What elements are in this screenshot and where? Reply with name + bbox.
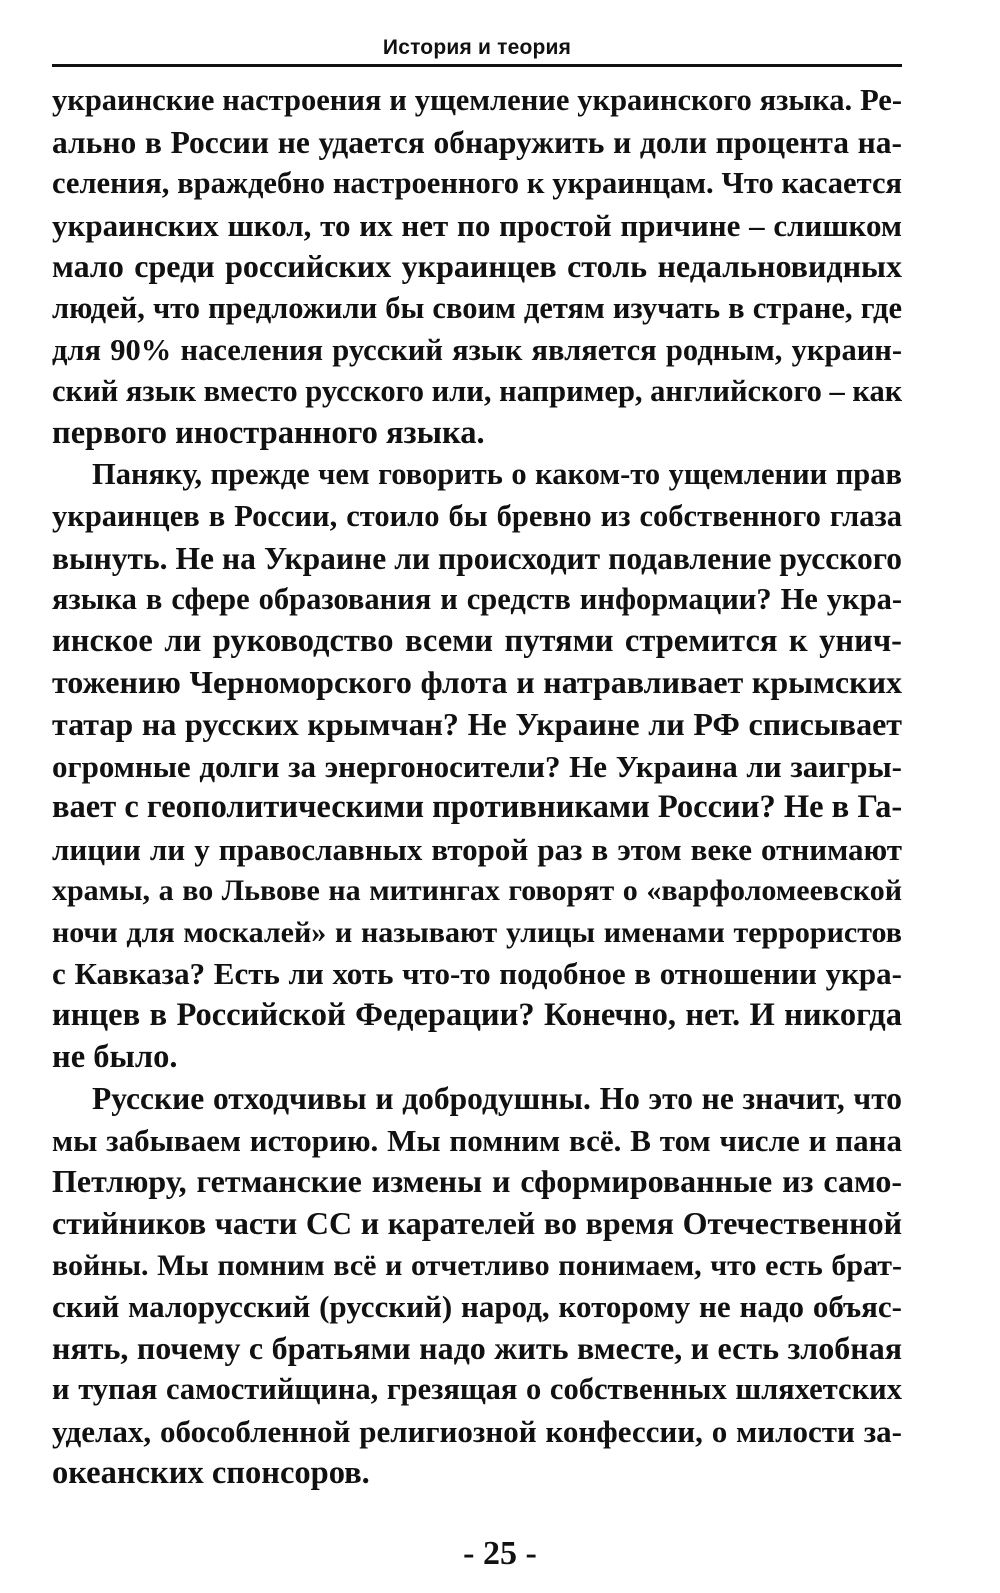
text-line: Русские отходчивы и добродушны. Но это не значит, что <box>92 1081 902 1117</box>
text-line: нять, почему с братьями надо жить вместе, и есть злобная <box>52 1329 902 1366</box>
text-line: татар на русских крымчан? Не Украине ли РФ списывает <box>52 705 902 742</box>
text-line: инское ли руководство всеми путями стремится к унич- <box>52 622 902 659</box>
body-text <box>52 80 902 1494</box>
text-line: вает с геополитическими противниками России? Не в Га- <box>52 789 902 826</box>
text-line: лиции ли у православных второй раз в этом веке отнимают <box>52 831 902 867</box>
text-line: украинских школ, то их нет по простой причине – слишком <box>52 207 902 243</box>
text-line: ально в России не удается обнаружить и доли процента на- <box>52 124 902 160</box>
text-line: тожению Черноморского флота и натравливает крымских <box>52 664 902 701</box>
running-header: История и теория <box>382 36 572 59</box>
page-number: - 25 - <box>463 1535 537 1572</box>
text-line: с Кавказа? Есть ли хоть что-то подобное в отношении укра- <box>52 956 902 992</box>
text-line: украинцев в России, стоило бы бревно из собственного глаза <box>52 498 902 533</box>
text-line: Паняку, прежде чем говорить о каком-то ущемлении прав <box>92 457 902 492</box>
text-line: мы забываем историю. Мы помним всё. В том числе и пана <box>52 1122 902 1158</box>
text-line: для 90% населения русский язык является родным, украин- <box>52 332 902 367</box>
text-line: украинские настроения и ущемление украинского языка. Ре- <box>52 83 902 117</box>
text-line: ночи для москалей» и называют улицы именами террористов <box>52 915 902 949</box>
text-line: ский малорусский (русский) народ, которому не надо объяс- <box>52 1289 902 1325</box>
text-line: людей, что предложили бы своим детям изучать в стране, где <box>52 290 902 325</box>
text-line: войны. Мы помним всё и отчетливо понимаем, что есть брат- <box>52 1248 902 1282</box>
text-line: инцев в Российской Федерации? Конечно, нет. И никогда <box>52 997 902 1034</box>
text-line: уделах, обособленной религиозной конфессии, о милости за- <box>52 1414 902 1449</box>
text-line: мало среди российских украинцев столь недальновидных <box>52 248 902 285</box>
text-line: океанских спонсоров. <box>52 1454 370 1491</box>
text-line: ский язык вместо русского или, например, английского – как <box>52 374 902 409</box>
text-line: не было. <box>52 1038 178 1075</box>
text-line: языка в сфере образования и средств информации? Не укра- <box>52 582 902 617</box>
text-line: стийников части СС и карателей во время Отечественной <box>52 1205 902 1242</box>
text-line: селения, враждебно настроенного к украинцам. Что касается <box>52 166 902 201</box>
text-line: первого иностранного языка. <box>52 414 485 451</box>
text-line: Петлюру, гетманские измены и сформированные из само- <box>52 1163 902 1200</box>
text-line: огромные долги за энергоносители? Не Украина ли заигры- <box>52 748 902 784</box>
header-rule <box>52 64 902 67</box>
text-line: и тупая самостийщина, грезящая о собственных шляхетских <box>52 1372 902 1407</box>
text-line: храмы, а во Львове на митингах говорят о «варфоломеевской <box>52 874 902 908</box>
text-line: вынуть. Не на Украине ли происходит подавление русского <box>52 540 902 576</box>
